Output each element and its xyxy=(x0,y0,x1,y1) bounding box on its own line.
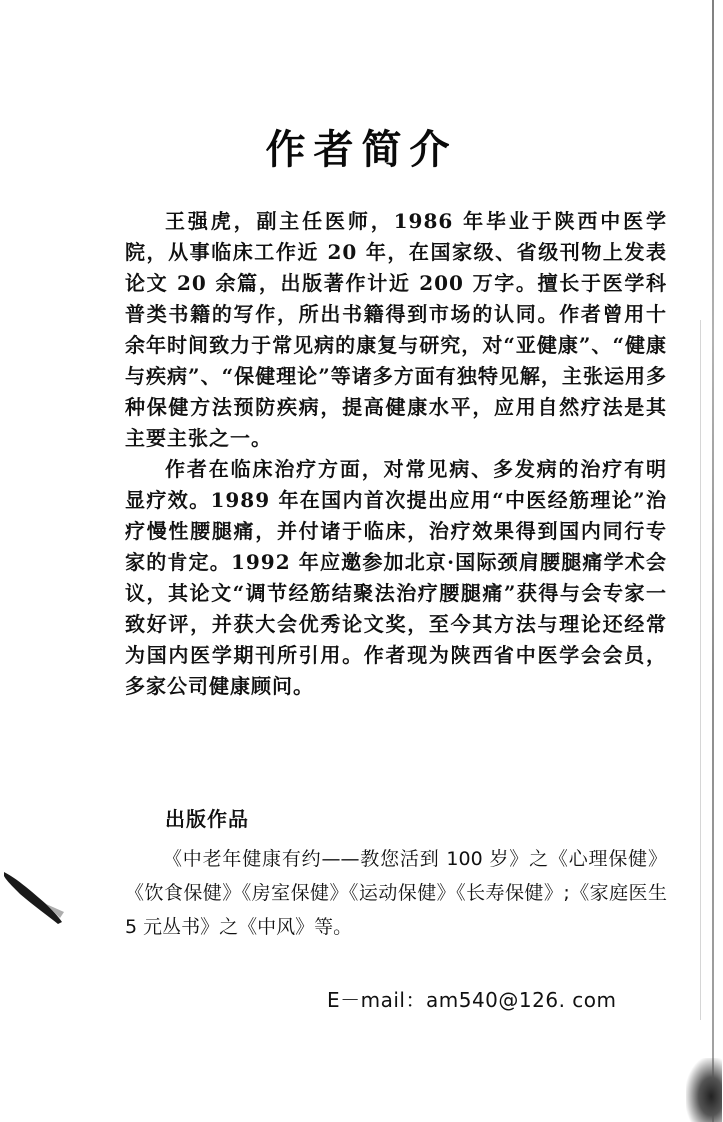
author-email: E－mail：am540@126. com xyxy=(327,988,617,1012)
published-works-heading: 出版作品 xyxy=(165,807,249,831)
page-title: 作者简介 xyxy=(265,127,458,173)
scan-edge-line-faint xyxy=(700,320,701,1020)
scan-corner-smudge xyxy=(686,1058,722,1122)
bio-paragraph-1: 王强虎，副主任医师，1986 年毕业于陕西中医学院，从事临床工作近 20 年，在国家级、省级刊物上发表论文 20 余篇，出版著作计近 200 万字。擅长于医学科普类书籍的写作，所出书籍得到市场的认同。作者曾用十余年时间致力于常见病的康复与研究，对“亚健康”、“健康与疾病”、“保健理论”等诸多方面有独特见解，主张运用多种保健方法预防疾病，提高健康水平，应用自然疗法是其主要主张之一。 xyxy=(125,209,667,450)
author-bio xyxy=(125,206,667,702)
scan-left-smudge xyxy=(2,868,66,926)
bio-paragraph-2: 作者在临床治疗方面，对常见病、多发病的治疗有明显疗效。1989 年在国内首次提出应用“中医经筋理论”治疗慢性腰腿痛，并付诸于临床，治疗效果得到国内同行专家的肯定。1992 年应邀参加北京·国际颈肩腰腿痛学术会议，其论文“调节经筋结聚法治疗腰腿痛”获得与会专家一致好评，并获大会优秀论文奖，至今其方法与理论还经常为国内医学期刊所引用。作者现为陕西省中医学会会员，多家公司健康顾问。 xyxy=(125,457,667,698)
published-works-list: 《中老年健康有约——教您活到 100 岁》之《心理保健》《饮食保健》《房室保健》《运动保健》《长寿保健》;《家庭医生 5 元丛书》之《中风》等。 xyxy=(125,848,667,938)
